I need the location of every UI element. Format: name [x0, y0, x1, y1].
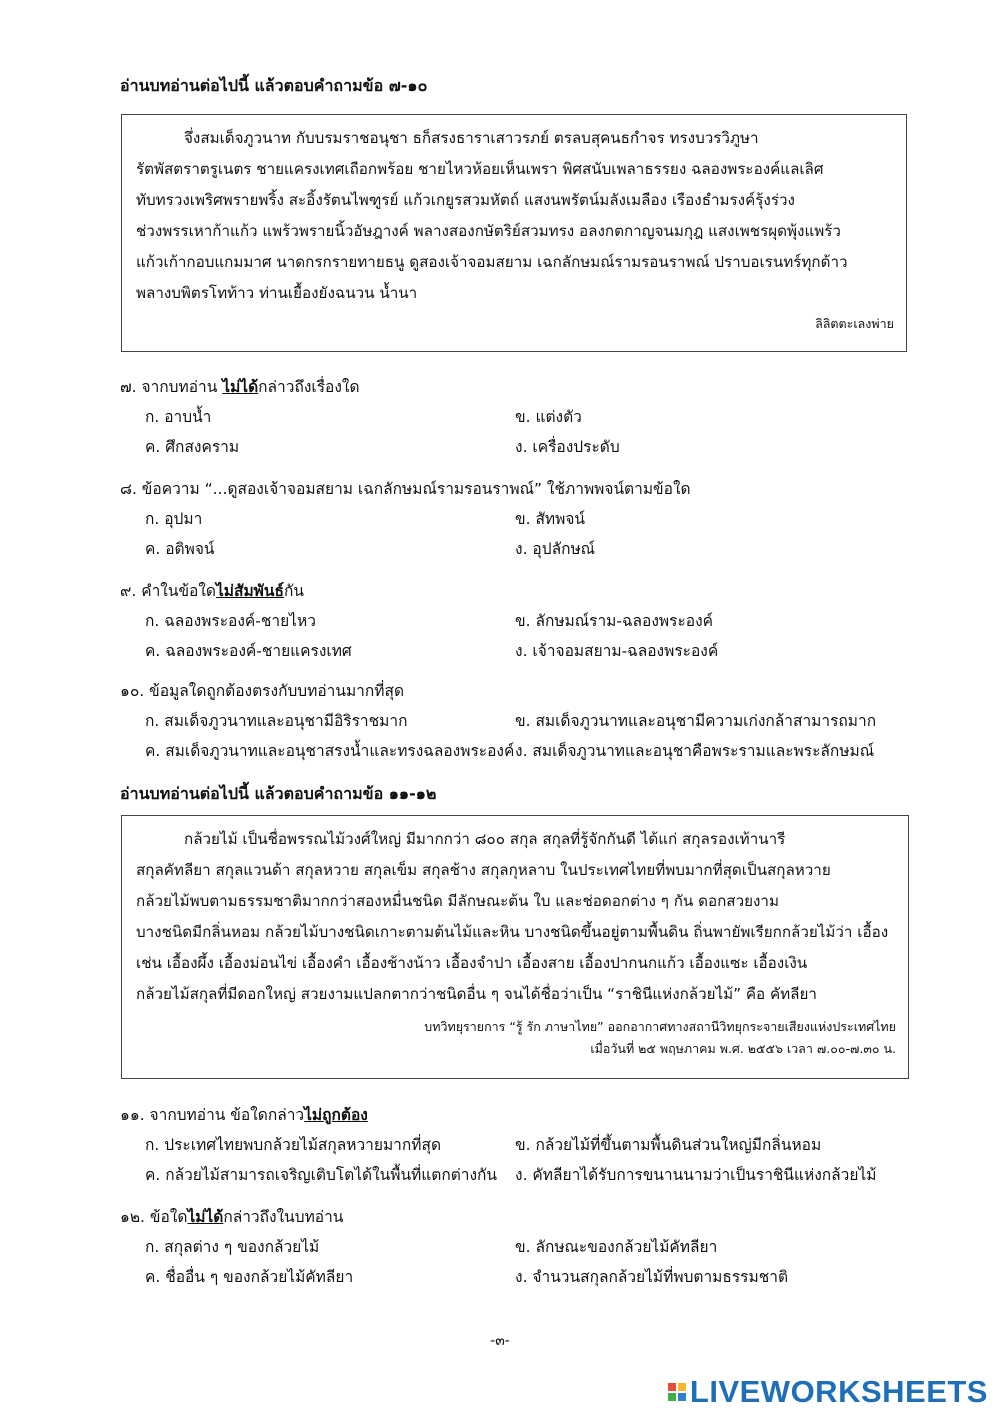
- choice-option[interactable]: ก. ฉลองพระองค์-ชายไหว: [145, 612, 316, 630]
- question-stem: ๑๑. จากบทอ่าน ข้อใดกล่าวไม่ถูกต้อง: [120, 1106, 368, 1124]
- passage-line: กล้วยไม้ เป็นชื่อพรรณไม้วงศ์ใหญ่ มีมากกว่า ๘๐๐ สกุล สกุลที่รู้จักกันดี ได้แก่ สกุลรองเท้านารี: [184, 830, 786, 848]
- logo-square: [678, 1393, 686, 1401]
- question-stem: ๑๐. ข้อมูลใดถูกต้องตรงกับบทอ่านมากที่สุด: [120, 682, 405, 700]
- choice-option[interactable]: ข. ลักษมณ์ราม-ฉลองพระองค์: [515, 612, 714, 630]
- passage-line: ช่วงพรรเหาก้าแก้ว แพร้วพรายนิ้วอัษฎางค์ พลางสองกษัตริย์สวมทรง อลงกตกาญจนมกุฎ แสงเพชรผุดพุ้งแพร้ว: [136, 222, 841, 240]
- choice-option[interactable]: ข. กล้วยไม้ที่ขึ้นตามพื้นดินส่วนใหญ่มีกลิ่นหอม: [515, 1136, 822, 1154]
- choice-option[interactable]: ข. สัทพจน์: [515, 510, 586, 528]
- choice-option[interactable]: ง. เจ้าจอมสยาม-ฉลองพระองค์: [515, 642, 719, 660]
- passage-line: รัตพัสตราตรูเนตร ชายแครงเทศเถือกพร้อย ชายไหวห้อยเห็นเพรา พิศสนับเพลาธรรยง ฉลองพระองค์แลเลิศ: [136, 160, 824, 178]
- choice-option[interactable]: ค. กล้วยไม้สามารถเจริญเติบโตได้ในพื้นที่แตกต่างกัน: [145, 1166, 498, 1184]
- choice-option[interactable]: ง. คัทลียาได้รับการขนานนามว่าเป็นราชินีแห่งกล้วยไม้: [515, 1166, 877, 1184]
- passage-source-date: เมื่อวันที่ ๒๕ พฤษภาคม พ.ศ. ๒๕๕๖ เวลา ๗.๐๐-๗.๓๐ น.: [590, 1041, 896, 1056]
- question-9: [120, 576, 930, 666]
- page-number: -๓-: [490, 1333, 510, 1349]
- choice-option[interactable]: ง. เครื่องประดับ: [515, 438, 620, 456]
- question-stem: ๗. จากบทอ่าน ไม่ได้กล่าวถึงเรื่องใด: [120, 378, 360, 396]
- logo-square: [668, 1383, 676, 1391]
- choice-option[interactable]: ก. ประเทศไทยพบกล้วยไม้สกุลหวายมากที่สุด: [145, 1136, 442, 1154]
- passage-source: บทวิทยุรายการ “รู้ รัก ภาษาไทย” ออกอากาศทางสถานีวิทยุกระจายเสียงแห่งประเทศไทย: [424, 1019, 896, 1034]
- choice-option[interactable]: ค. อติพจน์: [145, 540, 215, 558]
- choice-option[interactable]: ข. ลักษณะของกล้วยไม้คัทลียา: [515, 1238, 718, 1256]
- choice-option[interactable]: ก. สมเด็จภูวนาทและอนุชามีอิริราชมาก: [145, 712, 408, 730]
- choice-option[interactable]: ง. สมเด็จภูวนาทและอนุชาคือพระรามและพระลักษมณ์: [515, 742, 875, 760]
- question-stem: ๑๒. ข้อใดไม่ได้กล่าวถึงในบทอ่าน: [120, 1208, 344, 1226]
- passage-line: จึ่งสมเด็จภูวนาท กับบรมราชอนุชา ธก็สรงธาราเสาวรภย์ ตรลบสุคนธกำจร ทรงบวรวิภูษา: [184, 129, 759, 147]
- choice-option[interactable]: ง. จำนวนสกุลกล้วยไม้ที่พบตามธรรมชาติ: [515, 1268, 789, 1286]
- logo-square: [668, 1393, 676, 1401]
- passage-line: แก้วเก้ากอบแกมมาศ นาดกรกรายทายธนู ดูสองเจ้าจอมสยาม เฉกลักษมณ์รามรอนราพณ์ ปราบอเรนทร์ทุกด้าว: [136, 253, 848, 271]
- choice-option[interactable]: ง. อุปลักษณ์: [515, 540, 596, 558]
- passage-source: ลิลิตตะเลงพ่าย: [815, 316, 894, 331]
- question-11: [120, 1100, 930, 1190]
- section-heading-1: อ่านบทอ่านต่อไปนี้ แล้วตอบคำถามข้อ ๗-๑๐: [120, 76, 428, 95]
- question-8: [120, 474, 930, 564]
- choice-option[interactable]: ค. ศึกสงคราม: [145, 438, 240, 456]
- choice-option[interactable]: ข. แต่งตัว: [515, 408, 582, 426]
- question-12: [120, 1202, 930, 1292]
- question-stem: ๙. คำในข้อใดไม่สัมพันธ์กัน: [120, 582, 304, 600]
- liveworksheets-logo-icon: [668, 1383, 686, 1401]
- choice-option[interactable]: ก. อุปมา: [145, 510, 203, 528]
- choice-option[interactable]: ข. สมเด็จภูวนาทและอนุชามีความเก่งกล้าสามารถมาก: [515, 712, 877, 730]
- question-7: [120, 372, 930, 462]
- passage-line: กล้วยไม้พบตามธรรมชาติมากกว่าสองหมื่นชนิด มีลักษณะต้น ใบ และช่อดอกต่าง ๆ กัน ดอกสวยงาม: [136, 892, 779, 910]
- passage-box-2: [121, 815, 909, 1079]
- passage-line: กล้วยไม้สกุลที่มีดอกใหญ่ สวยงามแปลกตากว่าชนิดอื่น ๆ จนได้ชื่อว่าเป็น “ราชินีแห่งกล้วยไม้” คือ คัทลียา: [136, 985, 817, 1003]
- logo-square: [678, 1383, 686, 1391]
- choice-option[interactable]: ค. ฉลองพระองค์-ชายแครงเทศ: [145, 642, 352, 660]
- liveworksheets-logo[interactable]: [668, 1374, 988, 1410]
- passage-line: พลางบพิตรโทท้าว ท่านเยื้องยังฉนวน น้ำนา: [136, 284, 418, 302]
- choice-option[interactable]: ค. ชื่ออื่น ๆ ของกล้วยไม้คัทลียา: [145, 1268, 354, 1286]
- section-heading-2: อ่านบทอ่านต่อไปนี้ แล้วตอบคำถามข้อ ๑๑-๑๒: [120, 784, 437, 803]
- passage-line: ทับทรวงเพริศพรายพริ้ง สะอิ้งรัตนไพฑูรย์ แก้วเกยูรสวมหัตถ์ แสงนพรัตน์มลังเมลือง เรืองธำมรงค์รุ้งร่วง: [136, 191, 795, 209]
- passage-line: บางชนิดมีกลิ่นหอม กล้วยไม้บางชนิดเกาะตามต้นไม้และหิน บางชนิดขึ้นอยู่ตามพื้นดิน ถิ่นพายัพเรียกกล้วยไม้ว่า เอื้อง: [136, 923, 889, 941]
- choice-option[interactable]: ก. อาบน้ำ: [145, 408, 212, 426]
- brand-name: LIVEWORKSHEETS: [689, 1374, 988, 1409]
- choice-option[interactable]: ก. สกุลต่าง ๆ ของกล้วยไม้: [145, 1238, 320, 1256]
- passage-line: สกุลคัทลียา สกุลแวนด้า สกุลหวาย สกุลเข็ม สกุลช้าง สกุลกุหลาบ ในประเทศไทยที่พบมากที่สุดเป็นสกุลหวาย: [136, 861, 831, 879]
- choice-option[interactable]: ค. สมเด็จภูวนาทและอนุชาสรงน้ำและทรงฉลองพระองค์: [145, 742, 515, 760]
- question-10: [120, 676, 930, 766]
- passage-line: เช่น เอื้องผึ้ง เอื้องม่อนไข่ เอื้องคำ เอื้องช้างน้าว เอื้องจำปา เอื้องสาย เอื้องปากนกแก้ว เอื้องแซะ เอื้องเงิน: [136, 954, 808, 972]
- question-stem: ๘. ข้อความ “...ดูสองเจ้าจอมสยาม เฉกลักษมณ์รามรอนราพณ์” ใช้ภาพพจน์ตามข้อใด: [120, 480, 691, 498]
- passage-box-1: [121, 114, 907, 352]
